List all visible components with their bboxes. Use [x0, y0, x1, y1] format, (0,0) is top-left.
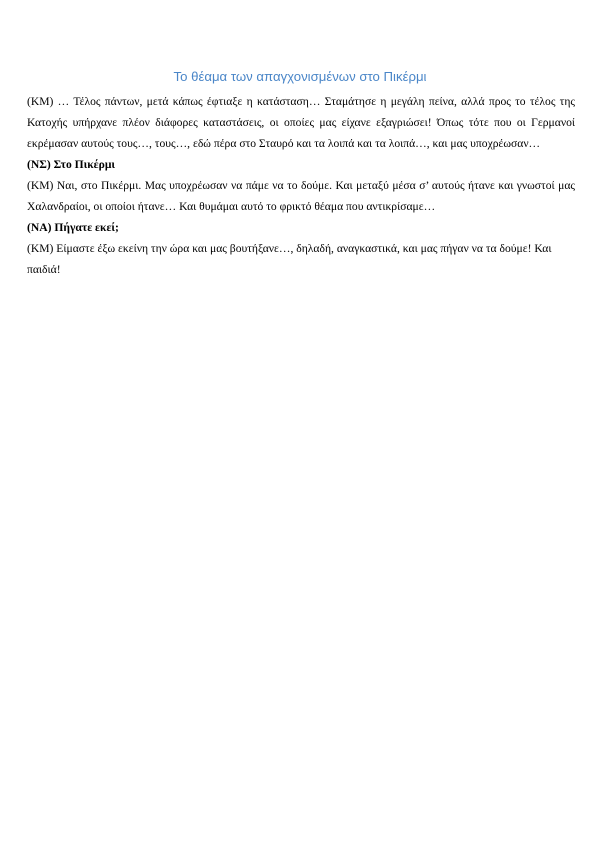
- question-line: (ΝΣ) Στο Πικέρμι: [27, 158, 116, 171]
- transcript-body: [27, 91, 575, 280]
- answer-paragraph: (ΚΜ) Ναι, στο Πικέρμι. Μας υποχρέωσαν να πάμε να το δούμε. Και μεταξύ μέσα σ’ αυτούς ήτανε και γνωστοί μας Χαλανδραίοι, οι οποίοι ήτανε… Και θυμάμαι αυτό το φρικτό θέαμα που αντικρίσαμε…: [27, 179, 575, 213]
- answer-paragraph: (ΚΜ) Είμαστε έξω εκείνη την ώρα και μας βουτήξανε…, δηλαδή, αναγκαστικά, και μας πήγαν να τα δούμε! Και παιδιά!: [27, 242, 552, 276]
- document-title: Το θέαμα των απαγχονισμένων στο Πικέρμι: [173, 69, 427, 84]
- question-line: (ΝΑ) Πήγατε εκεί;: [27, 221, 119, 234]
- answer-paragraph: (ΚΜ) … Τέλος πάντων, μετά κάπως έφτιαξε η κατάσταση… Σταμάτησε η μεγάλη πείνα, αλλά προς το τέλος της Κατοχής υπήρχανε πλέον διάφορες καταστάσεις, οι οποίες μας είχανε εξαγριώσει! Όπως τότε που οι Γερμανοί εκρέμασαν αυτούς τους…, τους…, εδώ πέρα στο Σταυρό και τα λοιπά και τα λοιπά…, και μας υποχρέωσαν…: [27, 95, 575, 150]
